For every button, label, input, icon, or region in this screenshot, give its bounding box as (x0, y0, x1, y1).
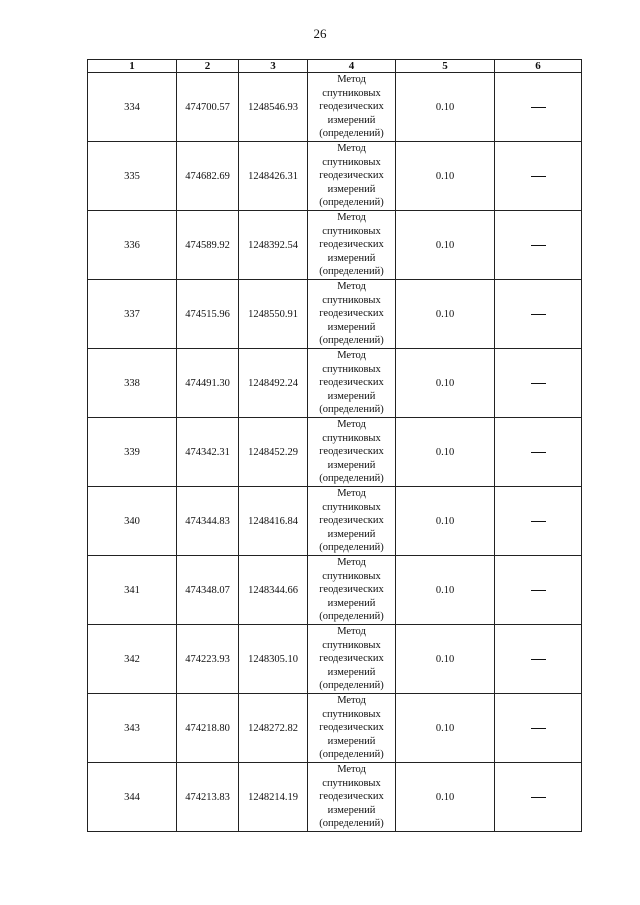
y-coordinate-cell: 1248344.66 (239, 556, 308, 625)
coordinates-table (87, 59, 582, 832)
method-line: Метод (337, 488, 366, 500)
method-line: спутниковых (322, 156, 381, 168)
point-number-cell: 334 (88, 73, 177, 142)
accuracy-cell: 0.10 (396, 694, 495, 763)
method-line: Метод (337, 419, 366, 431)
method-line: измерений (327, 528, 376, 540)
method-line: геодезических (319, 308, 384, 320)
x-coordinate-cell: 474223.93 (177, 625, 239, 694)
method-line: Метод (337, 626, 366, 638)
method-cell (308, 73, 396, 142)
method-cell (308, 349, 396, 418)
method-line: Метод (337, 557, 366, 569)
x-coordinate-cell: 474700.57 (177, 73, 239, 142)
method-line: спутниковых (322, 363, 381, 375)
x-coordinate-cell: 474213.83 (177, 763, 239, 832)
method-line: спутниковых (322, 225, 381, 237)
method-line: (определений) (319, 473, 384, 485)
dash-mark (531, 797, 546, 798)
method-line: спутниковых (322, 501, 381, 513)
dash-mark (531, 245, 546, 246)
x-coordinate-cell: 474344.83 (177, 487, 239, 556)
dash-mark (531, 728, 546, 729)
table-row (88, 418, 582, 487)
method-line: (определений) (319, 197, 384, 209)
accuracy-cell: 0.10 (396, 349, 495, 418)
accuracy-cell: 0.10 (396, 142, 495, 211)
method-line: геодезических (319, 101, 384, 113)
dash-mark (531, 659, 546, 660)
method-line: (определений) (319, 335, 384, 347)
table-row (88, 625, 582, 694)
table-row (88, 487, 582, 556)
table-row (88, 763, 582, 832)
method-line: (определений) (319, 818, 384, 830)
method-cell (308, 418, 396, 487)
method-line: измерений (327, 390, 376, 402)
x-coordinate-cell: 474589.92 (177, 211, 239, 280)
point-number-cell: 337 (88, 280, 177, 349)
table-row (88, 142, 582, 211)
dash-mark (531, 176, 546, 177)
accuracy-cell: 0.10 (396, 487, 495, 556)
accuracy-cell: 0.10 (396, 73, 495, 142)
point-number-cell: 342 (88, 625, 177, 694)
method-line: измерений (327, 114, 376, 126)
point-number-cell: 339 (88, 418, 177, 487)
table-row (88, 349, 582, 418)
accuracy-cell: 0.10 (396, 763, 495, 832)
method-line: измерений (327, 183, 376, 195)
note-cell (495, 763, 582, 832)
dash-mark (531, 521, 546, 522)
y-coordinate-cell: 1248416.84 (239, 487, 308, 556)
method-line: спутниковых (322, 777, 381, 789)
method-line: спутниковых (322, 87, 381, 99)
column-header-1: 1 (88, 60, 177, 73)
y-coordinate-cell: 1248492.24 (239, 349, 308, 418)
method-line: спутниковых (322, 294, 381, 306)
accuracy-cell: 0.10 (396, 280, 495, 349)
note-cell (495, 349, 582, 418)
point-number-cell: 336 (88, 211, 177, 280)
method-cell (308, 694, 396, 763)
accuracy-cell: 0.10 (396, 556, 495, 625)
x-coordinate-cell: 474491.30 (177, 349, 239, 418)
method-cell (308, 211, 396, 280)
point-number-cell: 343 (88, 694, 177, 763)
method-line: геодезических (319, 515, 384, 527)
method-line: геодезических (319, 722, 384, 734)
table-row (88, 280, 582, 349)
y-coordinate-cell: 1248392.54 (239, 211, 308, 280)
method-line: Метод (337, 281, 366, 293)
dash-mark (531, 452, 546, 453)
y-coordinate-cell: 1248452.29 (239, 418, 308, 487)
method-line: (определений) (319, 611, 384, 623)
x-coordinate-cell: 474218.80 (177, 694, 239, 763)
note-cell (495, 73, 582, 142)
note-cell (495, 625, 582, 694)
method-line: измерений (327, 252, 376, 264)
accuracy-cell: 0.10 (396, 418, 495, 487)
method-line: Метод (337, 143, 366, 155)
method-cell (308, 487, 396, 556)
dash-mark (531, 314, 546, 315)
method-line: геодезических (319, 170, 384, 182)
x-coordinate-cell: 474348.07 (177, 556, 239, 625)
table-header-row (88, 60, 582, 73)
method-line: спутниковых (322, 639, 381, 651)
note-cell (495, 487, 582, 556)
method-line: геодезических (319, 377, 384, 389)
accuracy-cell: 0.10 (396, 625, 495, 694)
accuracy-cell: 0.10 (396, 211, 495, 280)
method-line: (определений) (319, 128, 384, 140)
table-row (88, 694, 582, 763)
y-coordinate-cell: 1248546.93 (239, 73, 308, 142)
method-line: измерений (327, 666, 376, 678)
column-header-5: 5 (396, 60, 495, 73)
dash-mark (531, 107, 546, 108)
method-line: измерений (327, 321, 376, 333)
note-cell (495, 280, 582, 349)
column-header-2: 2 (177, 60, 239, 73)
method-line: спутниковых (322, 708, 381, 720)
method-line: (определений) (319, 542, 384, 554)
method-line: (определений) (319, 749, 384, 761)
method-cell (308, 556, 396, 625)
dash-mark (531, 383, 546, 384)
x-coordinate-cell: 474682.69 (177, 142, 239, 211)
method-cell (308, 280, 396, 349)
y-coordinate-cell: 1248550.91 (239, 280, 308, 349)
point-number-cell: 335 (88, 142, 177, 211)
method-line: спутниковых (322, 570, 381, 582)
method-line: геодезических (319, 446, 384, 458)
table-row (88, 556, 582, 625)
y-coordinate-cell: 1248272.82 (239, 694, 308, 763)
method-line: Метод (337, 74, 366, 86)
method-cell (308, 142, 396, 211)
y-coordinate-cell: 1248305.10 (239, 625, 308, 694)
method-line: измерений (327, 735, 376, 747)
method-line: геодезических (319, 584, 384, 596)
method-line: (определений) (319, 266, 384, 278)
point-number-cell: 344 (88, 763, 177, 832)
column-header-3: 3 (239, 60, 308, 73)
note-cell (495, 418, 582, 487)
method-line: геодезических (319, 653, 384, 665)
point-number-cell: 338 (88, 349, 177, 418)
y-coordinate-cell: 1248426.31 (239, 142, 308, 211)
column-header-6: 6 (495, 60, 582, 73)
point-number-cell: 340 (88, 487, 177, 556)
page-number: 26 (313, 26, 327, 41)
method-line: спутниковых (322, 432, 381, 444)
method-cell (308, 625, 396, 694)
table-row (88, 73, 582, 142)
x-coordinate-cell: 474515.96 (177, 280, 239, 349)
method-line: Метод (337, 764, 366, 776)
method-line: геодезических (319, 239, 384, 251)
y-coordinate-cell: 1248214.19 (239, 763, 308, 832)
method-line: измерений (327, 804, 376, 816)
method-line: (определений) (319, 680, 384, 692)
method-cell (308, 763, 396, 832)
x-coordinate-cell: 474342.31 (177, 418, 239, 487)
column-header-4: 4 (308, 60, 396, 73)
method-line: геодезических (319, 791, 384, 803)
note-cell (495, 142, 582, 211)
method-line: измерений (327, 459, 376, 471)
method-line: Метод (337, 212, 366, 224)
method-line: измерений (327, 597, 376, 609)
dash-mark (531, 590, 546, 591)
method-line: (определений) (319, 404, 384, 416)
method-line: Метод (337, 350, 366, 362)
note-cell (495, 694, 582, 763)
method-line: Метод (337, 695, 366, 707)
note-cell (495, 556, 582, 625)
point-number-cell: 341 (88, 556, 177, 625)
table-row (88, 211, 582, 280)
note-cell (495, 211, 582, 280)
table-body (88, 73, 582, 832)
